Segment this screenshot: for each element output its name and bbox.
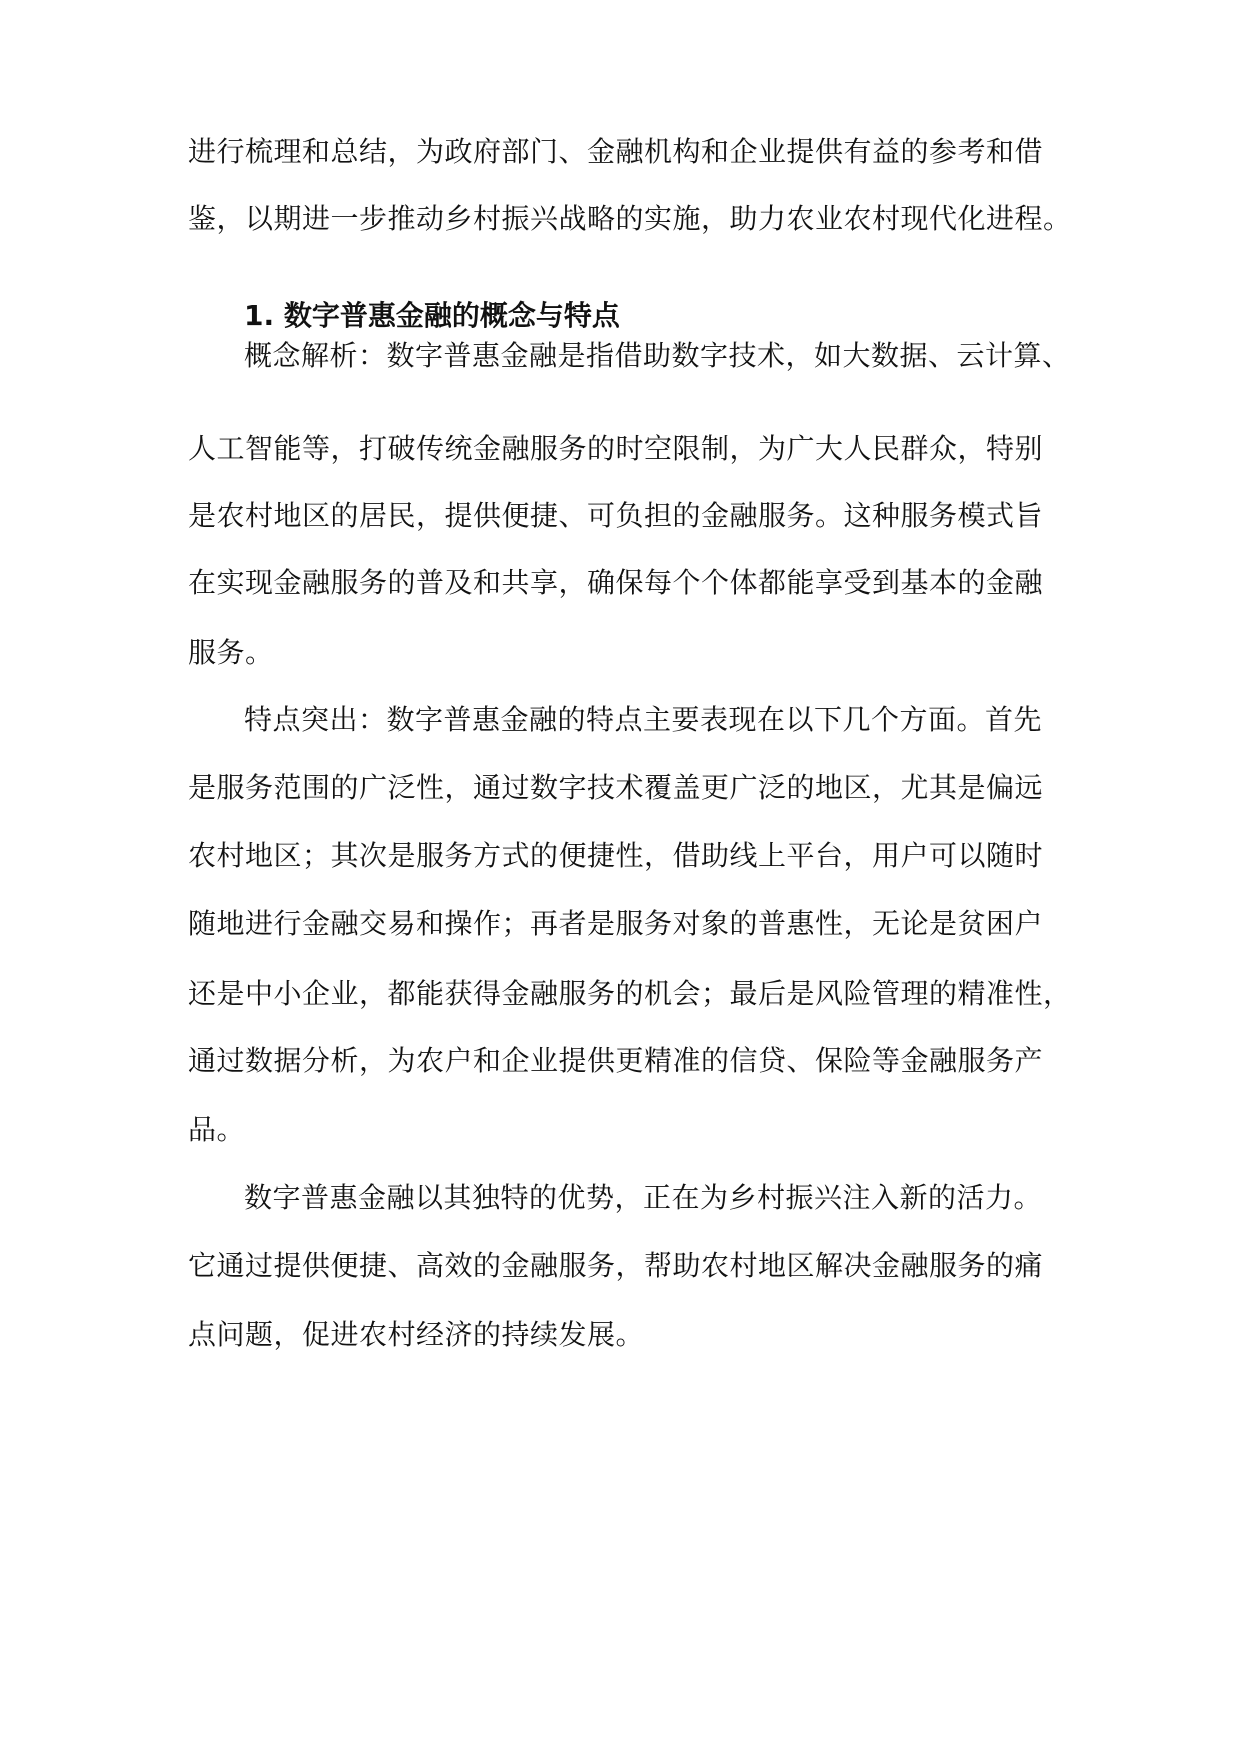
paragraph-1-line-2: 人工智能等，打破传统金融服务的时空限制，为广大人民群众，特别 [188,432,1044,465]
paragraph-2-line-2: 是服务范围的广泛性，通过数字技术覆盖更广泛的地区，尤其是偏远 [188,771,1044,804]
section-heading: 1. 数字普惠金融的概念与特点 [244,299,620,332]
paragraph-2-line-4: 随地进行金融交易和操作；再者是服务对象的普惠性，无论是贫困户 [188,907,1044,940]
paragraph-1-line-1: 概念解析：数字普惠金融是指借助数字技术，如大数据、云计算、 [244,339,1071,372]
paragraph-2-line-6: 通过数据分析，为农户和企业提供更精准的信贷、保险等金融服务产 [188,1044,1044,1077]
paragraph-2-line-3: 农村地区；其次是服务方式的便捷性，借助线上平台，用户可以随时 [188,839,1044,872]
paragraph-1-line-5: 服务。 [188,636,274,669]
intro-line-2: 鉴，以期进一步推动乡村振兴战略的实施，助力农业农村现代化进程。 [188,202,1072,235]
paragraph-1-line-3: 是农村地区的居民，提供便捷、可负担的金融服务。这种服务模式旨 [188,499,1044,532]
intro-line-1: 进行梳理和总结，为政府部门、金融机构和企业提供有益的参考和借 [188,135,1044,168]
paragraph-3-line-1: 数字普惠金融以其独特的优势，正在为乡村振兴注入新的活力。 [244,1181,1043,1214]
paragraph-2-line-7: 品。 [188,1113,246,1146]
paragraph-2-line-1: 特点突出：数字普惠金融的特点主要表现在以下几个方面。首先 [244,703,1043,736]
paragraph-3-line-2: 它通过提供便捷、高效的金融服务，帮助农村地区解决金融服务的痛 [188,1249,1044,1282]
paragraph-3-line-3: 点问题，促进农村经济的持续发展。 [188,1318,645,1351]
paragraph-2-line-5: 还是中小企业，都能获得金融服务的机会；最后是风险管理的精准性， [188,977,1072,1010]
paragraph-1-line-4: 在实现金融服务的普及和共享，确保每个个体都能享受到基本的金融 [188,566,1044,599]
